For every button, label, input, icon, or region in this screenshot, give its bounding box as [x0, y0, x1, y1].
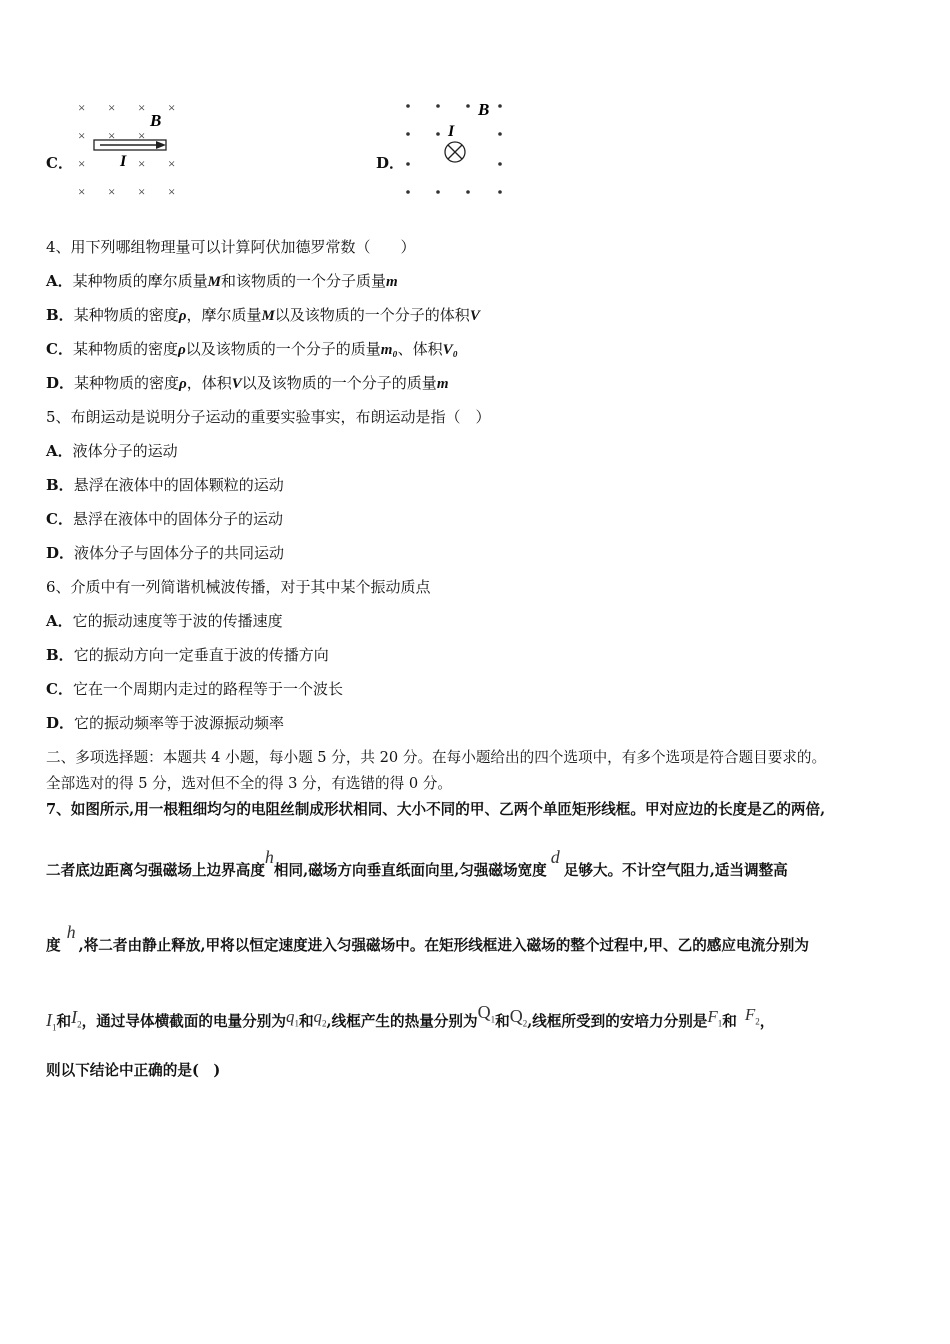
var-h: h [66, 922, 76, 942]
current-label-i: I [120, 153, 127, 170]
var-q1: $q_1$ [285, 1007, 299, 1029]
q4-option-c: C．某种物质的密度ρ以及该物质的一个分子的质量m₀、体积V₀ [46, 340, 458, 358]
q7-line2: 二者底边距离匀强磁场上边界高度h相同,磁场方向垂直纸面向里,匀强磁场宽度d足够大。不计空气阻力,适当调整高 [46, 847, 788, 879]
field-cross-mark: × [108, 184, 116, 198]
field-cross-mark: × [168, 156, 176, 171]
field-dot-mark [436, 132, 440, 136]
field-cross-mark: × [138, 184, 146, 198]
field-cross-mark: × [138, 128, 146, 143]
q6-option-a: A．它的振动速度等于波的传播速度 [46, 612, 283, 630]
q4-option-d: D．某种物质的密度ρ，体积V以及该物质的一个分子的质量m [46, 374, 449, 392]
var-cap-q1: $Q_1$ [477, 1002, 496, 1025]
q5-option-c: C．悬浮在液体中的固体分子的运动 [46, 510, 283, 528]
field-cross-mark: × [168, 100, 176, 115]
field-cross-mark: × [78, 184, 86, 198]
field-dot-mark [406, 104, 410, 108]
q6-option-c: C．它在一个周期内走过的路程等于一个波长 [46, 680, 343, 698]
field-dot-mark [498, 190, 502, 194]
field-dot-mark [406, 162, 410, 166]
var-h: h [264, 847, 274, 867]
var-cap-q2: $Q_2$ [509, 1006, 528, 1029]
var-i1: $I_1$ [46, 1010, 57, 1033]
field-cross-mark: × [78, 128, 86, 143]
field-label-b: B [150, 111, 162, 130]
section2-heading-line2: 全部选对的得 5 分，选对但不全的得 3 分，有选错的得 0 分。 [46, 775, 452, 792]
q7-line5: 则以下结论中正确的是( ) [46, 1062, 221, 1079]
field-dot-mark [498, 162, 502, 166]
q5-option-d: D．液体分子与固体分子的共同运动 [46, 544, 285, 562]
q5-option-b: B．悬浮在液体中的固体颗粒的运动 [46, 476, 284, 494]
q5-option-a: A．液体分子的运动 [46, 442, 178, 460]
figure-d-label: D． [376, 154, 405, 172]
field-dot-mark [498, 132, 502, 136]
section2-heading-line1: 二、多项选择题：本题共 4 小题，每小题 5 分，共 20 分。在每小题给出的四个选项中，有多个选项是符合题目要求的。 [46, 749, 827, 766]
current-arrow-head [156, 141, 166, 149]
q6-option-b: B．它的振动方向一定垂直于波的传播方向 [46, 646, 329, 664]
var-q2: $q_2$ [313, 1007, 327, 1029]
q6-stem: 6、介质中有一列简谐机械波传播，对于其中某个振动质点 [46, 578, 431, 596]
figure-c-label: C． [46, 154, 73, 172]
figure-d-diagram [400, 96, 510, 198]
q4-option-a: A．某种物质的摩尔质量M和该物质的一个分子质量m [46, 272, 398, 290]
field-dot-mark [436, 190, 440, 194]
field-dot-mark [466, 104, 470, 108]
field-dot-mark [406, 190, 410, 194]
var-i2: $I_2$ [71, 1007, 82, 1030]
q7-line3: 度h,将二者由静止释放,甲将以恒定速度进入匀强磁场中。在矩形线框进入磁场的整个过程中,甲、乙的感应电流分别为 [46, 922, 809, 954]
field-dot-mark [436, 104, 440, 108]
field-cross-mark: × [78, 100, 86, 115]
var-f2: $F_2$ [744, 1005, 760, 1027]
field-dot-mark [406, 132, 410, 136]
field-cross-mark: × [168, 184, 176, 198]
current-label-i: I [448, 123, 455, 140]
figure-c-diagram [70, 96, 185, 198]
field-cross-mark: × [108, 100, 116, 115]
q4-stem: 4、用下列哪组物理量可以计算阿伏加德罗常数（ ） [46, 238, 416, 256]
var-f1: $F_1$ [707, 1007, 723, 1029]
q4-option-b: B．某种物质的密度ρ，摩尔质量M以及该物质的一个分子的体积V [46, 306, 480, 324]
var-d: d [550, 847, 560, 867]
field-dot-mark [466, 190, 470, 194]
field-dot-mark [498, 104, 502, 108]
field-cross-mark: × [108, 128, 116, 143]
q5-stem: 5、布朗运动是说明分子运动的重要实验事实，布朗运动是指（ ） [46, 408, 491, 426]
q7-line4: $I_1$和$I_2$，通过导体横截面的电量分别为$q_1$和$q_2$,线框产生的热量分别为$Q_1$和$Q_2$,线框所受到的安培力分别是$F_1$和 $F_2$， [46, 1002, 775, 1033]
field-cross-mark: × [78, 156, 86, 171]
field-cross-mark: × [138, 100, 146, 115]
field-label-b: B [478, 100, 490, 119]
q6-option-d: D．它的振动频率等于波源振动频率 [46, 714, 285, 732]
field-cross-mark: × [138, 156, 146, 171]
q7-line1: 7、如图所示,用一根粗细均匀的电阻丝制成形状相同、大小不同的甲、乙两个单匝矩形线框。甲对应边的长度是乙的两倍, [46, 801, 826, 818]
